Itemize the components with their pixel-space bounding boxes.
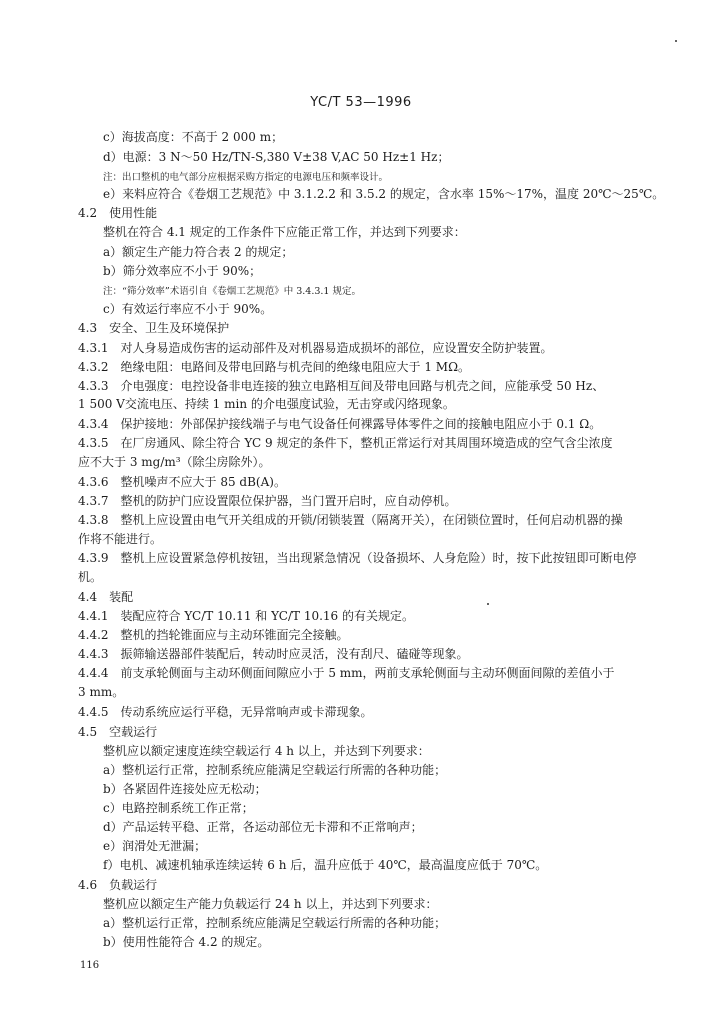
text-line: 整机应以额定速度连续空载运行 4 h 以上，并达到下列要求： [103,744,430,758]
scan-speck [675,40,677,42]
text-line: b）筛分效率应不小于 90%； [103,264,262,278]
note-line: 注：出口整机的电气部分应根据采购方指定的电源电压和频率设计。 [103,172,389,183]
text-line: a）额定生产能力符合表 2 的规定； [103,245,294,259]
section-heading: 4.4 装配 [78,590,134,604]
clause-line: 4.4.2 整机的挡轮锥面应与主动环锥面完全接触。 [78,628,349,642]
clause-line: 4.3.7 整机的防护门应设置限位保护器，当门置开启时，应自动停机。 [78,494,457,508]
text-line: 机。 [78,570,103,584]
section-heading: 4.3 安全、卫生及环境保护 [78,321,230,335]
text-line: 作将不能进行。 [78,532,163,546]
section-heading: 4.2 使用性能 [78,206,158,220]
clause-line: 4.3.5 在厂房通风、除尘符合 YC 9 规定的条件下，整机正常运行对其周围环境造成的空气含尘浓度 [78,436,613,450]
text-line: 整机应以额定生产能力负载运行 24 h 以上，并达到下列要求： [103,897,438,911]
clause-line: 4.4.5 传动系统应运行平稳，无异常响声或卡滞现象。 [78,705,373,719]
clause-line: 4.3.9 整机上应设置紧急停机按钮，当出现紧急情况（设备损坏、人身危险）时，按下此按钮即可断电停 [78,551,637,565]
section-heading: 4.5 空载运行 [78,725,158,739]
text-line: d）电源：3 N～50 Hz/TN-S,380 V±38 V,AC 50 Hz±1 Hz； [103,150,450,164]
text-line: a）整机运行正常，控制系统应能满足空载运行所需的各种功能； [103,763,447,777]
note-line: 注：“筛分效率”术语引自《卷烟工艺规范》中 3.4.3.1 规定。 [103,286,361,297]
text-line: 1 500 V交流电压、持续 1 min 的介电强度试验，无击穿或闪络现象。 [78,397,455,411]
text-line: c）电路控制系统工作正常； [103,801,254,815]
text-line: b）使用性能符合 4.2 的规定。 [103,935,270,949]
text-line: a）整机运行正常，控制系统应能满足空载运行所需的各种功能； [103,916,447,930]
scan-speck [487,603,489,605]
text-line: d）产品运转平稳、正常，各运动部位无卡滞和不正常响声； [103,820,423,834]
text-line: e）来料应符合《卷烟工艺规范》中 3.1.2.2 和 3.5.2 的规定，含水率 15%～17%，温度 20℃～25℃。 [103,187,665,201]
text-line: 3 mm。 [78,685,125,699]
clause-line: 4.3.1 对人身易造成伤害的运动部件及对机器易造成损坏的部位，应设置安全防护装置。 [78,341,553,355]
clause-line: 4.3.4 保护接地：外部保护接线端子与电气设备任何裸露导体零件之间的接触电阻应小于 0.1 Ω。 [78,417,602,431]
text-line: b）各紧固件连接处应无松动； [103,782,267,796]
clause-line: 4.3.3 介电强度：电控设备非电连接的独立电路相互间及带电回路与机壳之间，应能承受 50 Hz、 [78,379,605,393]
clause-line: 4.3.8 整机上应设置由电气开关组成的开锁/闭锁装置（隔离开关），在闭锁位置时，任何启动机器的操 [78,513,623,527]
section-heading: 4.6 负载运行 [78,878,158,892]
text-line: f）电机、减速机轴承连续运转 6 h 后，温升应低于 40℃，最高温度应低于 70℃。 [103,858,548,872]
text-line: 整机在符合 4.1 规定的工作条件下应能正常工作，并达到下列要求： [103,225,466,239]
clause-line: 4.3.6 整机噪声不应大于 85 dB(A)。 [78,475,286,489]
clause-line: 4.4.3 振筛输送器部件装配后，转动时应灵活，没有刮尺、磕碰等现象。 [78,647,469,661]
text-line: c）有效运行率应不小于 90%。 [103,302,273,316]
text-line: c）海拔高度：不高于 2 000 m； [103,130,284,144]
clause-line: 4.3.2 绝缘电阻：电路间及带电回路与机壳间的绝缘电阻应大于 1 MΩ。 [78,360,471,374]
page-number: 116 [80,960,100,971]
text-line: 应不大于 3 mg/m³（除尘房除外）。 [78,455,271,469]
text-line: e）润滑处无泄漏； [103,839,207,853]
clause-line: 4.4.4 前支承轮侧面与主动环侧面间隙应小于 5 mm，两前支承轮侧面与主动环侧面间隙的差值小于 [78,666,615,680]
running-header: YC/T 53—1996 [310,95,412,110]
clause-line: 4.4.1 装配应符合 YC/T 10.11 和 YC/T 10.16 的有关规定。 [78,609,415,623]
